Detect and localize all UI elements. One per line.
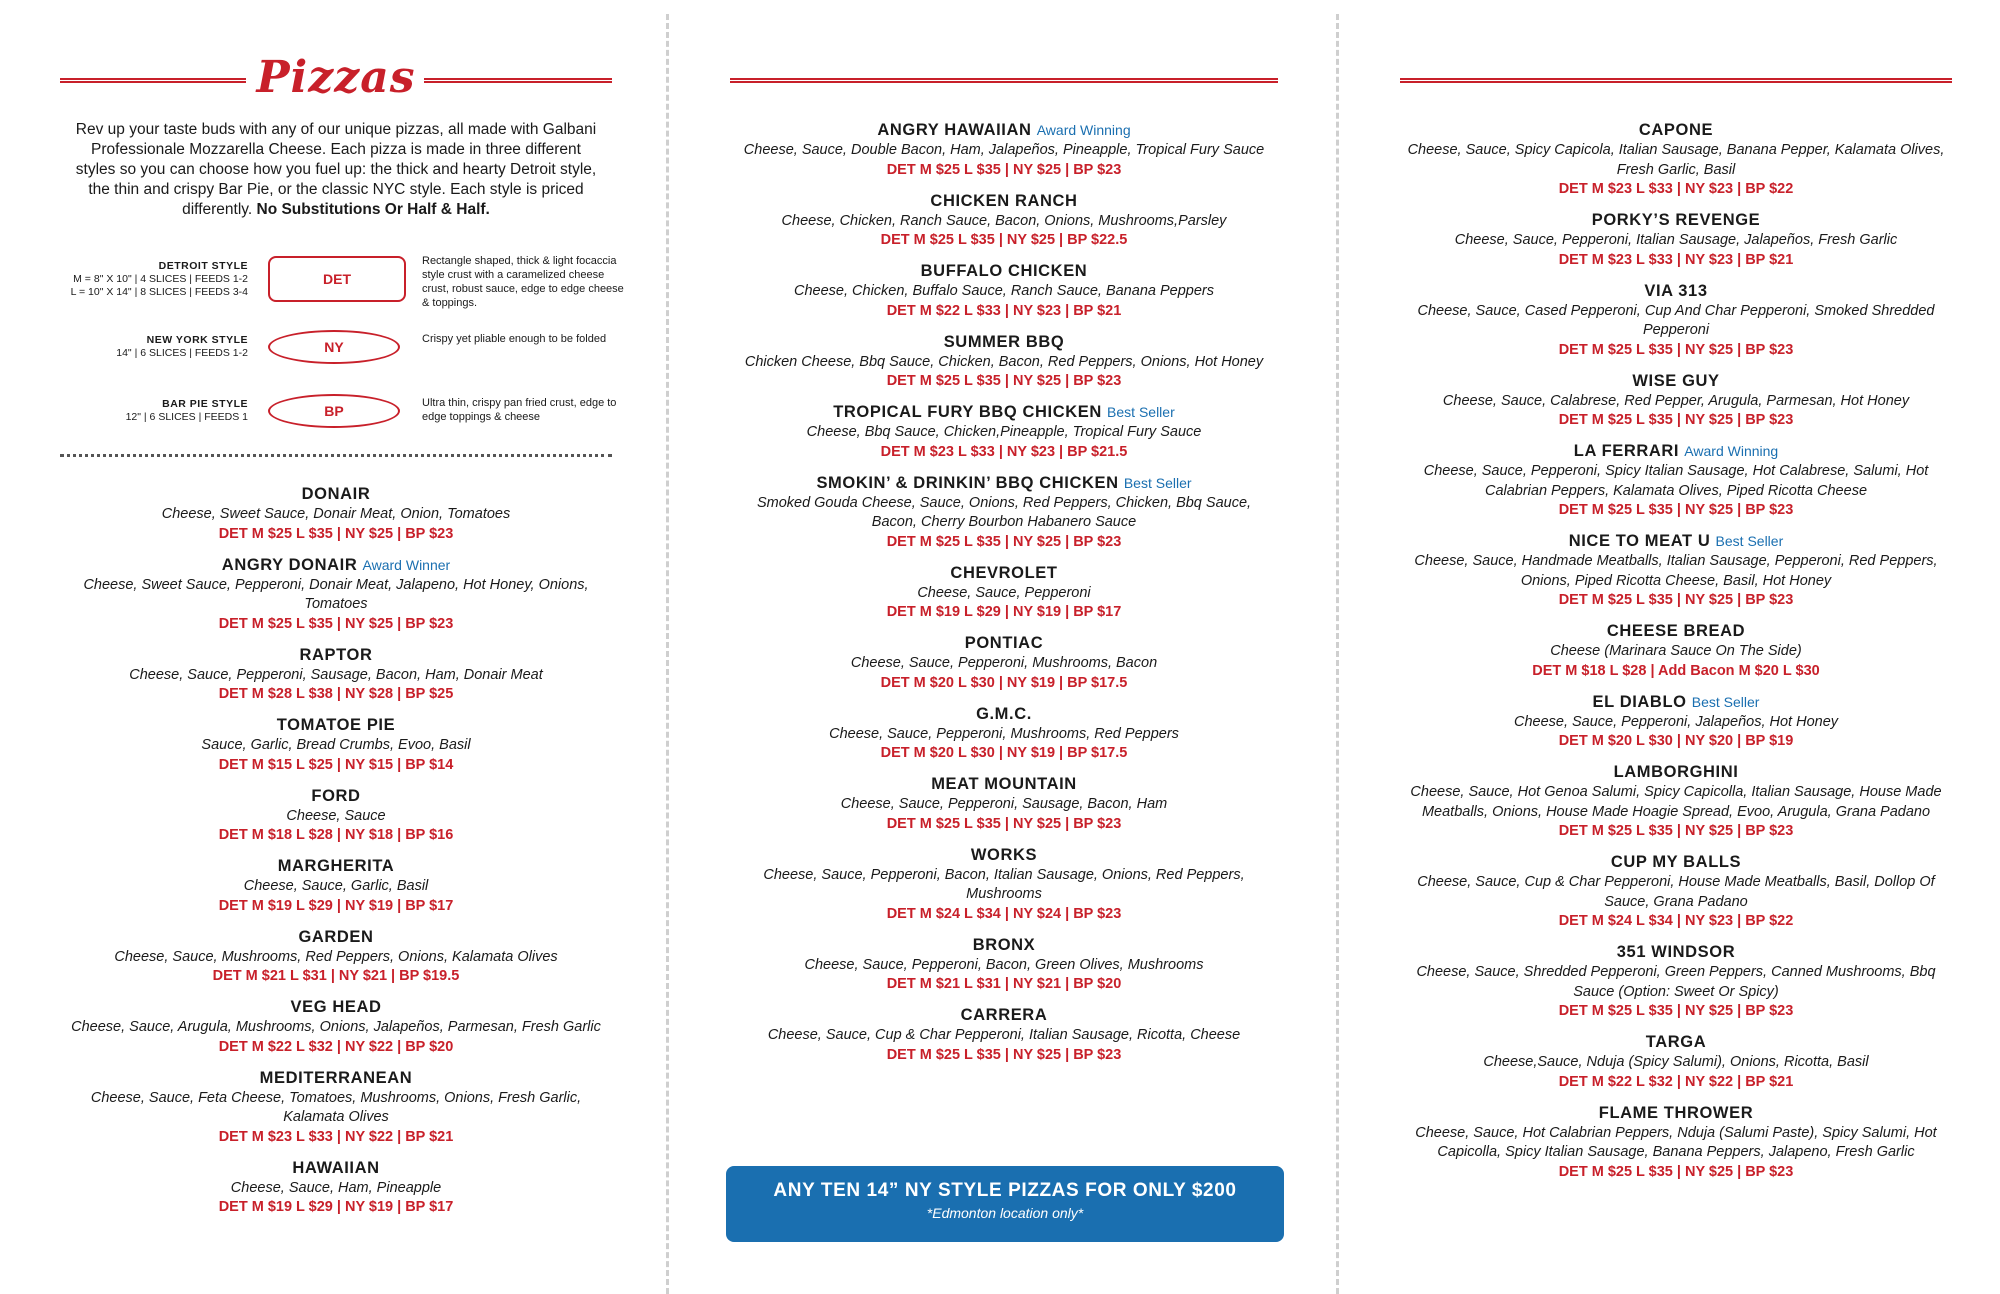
menu-item-price: DET M $25 L $35 | NY $25 | BP $23 [1558, 592, 1794, 608]
menu-item-name [60, 645, 612, 666]
menu-item-price: DET M $25 L $35 | NY $25 | BP $23 [886, 161, 1122, 178]
menu-item-name [60, 997, 612, 1018]
menu-item-price: DET M $18 L $28 | NY $18 | BP $16 [218, 827, 454, 843]
header-rule-middle [730, 78, 1278, 83]
menu-item-price: DET M $25 L $35 | NY $25 | BP $23 [1558, 341, 1794, 358]
menu-item-badge: Best Seller [1123, 474, 1192, 491]
menu-item-ingredients: Sauce, Garlic, Bread Crumbs, Evoo, Basil [201, 737, 471, 753]
menu-item-price: DET M $25 L $35 | NY $25 | BP $23 [886, 533, 1122, 550]
menu-item-name [730, 120, 1278, 141]
menu-item-ingredients: Cheese, Sauce, Pepperoni, Mushrooms, Bacon [850, 655, 1158, 671]
detroit-pan-icon: DET [268, 256, 406, 302]
menu-item-name [730, 704, 1278, 725]
menu-item-title: CAPONE [1638, 121, 1714, 139]
menu-item-title: FLAME THROWER [1598, 1103, 1754, 1122]
menu-item-name [60, 1158, 612, 1179]
menu-item [60, 1158, 612, 1218]
style-newyork-label: NEW YORK STYLE 14" | 6 SLICES | FEEDS 1-2 [116, 334, 248, 359]
menu-item-ingredients: Cheese, Chicken, Buffalo Sauce, Ranch Sauce, Banana Peppers [794, 283, 1214, 299]
menu-item-ingredients: Cheese, Sweet Sauce, Donair Meat, Onion, Tomatoes [161, 506, 511, 522]
menu-item-title: MEDITERRANEAN [259, 1068, 413, 1087]
menu-item-name [60, 555, 612, 576]
menu-item-ingredients: Chicken Cheese, Bbq Sauce, Chicken, Bacon, Red Peppers, Onions, Hot Honey [744, 353, 1264, 370]
menu-item-name [1400, 210, 1952, 231]
menu-item [60, 856, 612, 916]
menu-item-ingredients: Cheese, Sauce, Pepperoni, Jalapeños, Hot Honey [1513, 713, 1839, 730]
menu-item [730, 633, 1278, 693]
menu-item [60, 645, 612, 705]
menu-item-price: DET M $22 L $33 | NY $23 | BP $21 [886, 302, 1122, 319]
menu-item-title: G.M.C. [976, 704, 1032, 723]
menu-item-ingredients: Cheese, Sauce, Feta Cheese, Tomatoes, Mushrooms, Onions, Fresh Garlic, Kalamata Olives [90, 1089, 582, 1125]
menu-item-price: DET M $23 L $33 | NY $23 | BP $21 [1558, 251, 1794, 268]
style-detroit-desc: Rectangle shaped, thick & light focaccia style crust with a caramelized cheese crust, robust sauce, edge to edge cheese & toppings. [422, 255, 624, 309]
menu-item-name [1400, 441, 1952, 462]
style-barpie-label: BAR PIE STYLE 12" | 6 SLICES | FEEDS 1 [125, 398, 248, 423]
menu-item-name [1400, 531, 1952, 552]
menu-item [1400, 281, 1952, 360]
menu-list-left [60, 484, 612, 1228]
menu-item [60, 484, 612, 544]
menu-item-title: GARDEN [298, 927, 374, 946]
style-detroit-label: DETROIT STYLE M = 8" X 10" | 4 SLICES | FEEDS 1-2 L = 10" X 14" | 8 SLICES | FEEDS 3-4 [70, 260, 248, 298]
menu-item-title: PONTIAC [964, 634, 1044, 652]
menu-item-ingredients: Cheese, Sauce, Shredded Pepperoni, Green Peppers, Canned Mushrooms, Bbq Sauce (Option: Sweet Or Spicy) [1416, 964, 1936, 1000]
menu-item-title: FORD [311, 786, 361, 805]
menu-item-name [1400, 762, 1952, 783]
menu-item [730, 704, 1278, 764]
menu-item-ingredients: Cheese, Sauce, Pepperoni, Bacon, Italian Sausage, Onions, Red Peppers, Mushrooms [763, 866, 1245, 902]
menu-item-ingredients: Cheese, Sauce, Cup & Char Pepperoni, Italian Sausage, Ricotta, Cheese [767, 1027, 1241, 1043]
menu-item-title: LA FERRARI [1573, 442, 1680, 460]
menu-item-badge: Award Winner [362, 556, 451, 573]
menu-item-price: DET M $25 L $35 | NY $25 | BP $22.5 [880, 232, 1128, 248]
newyork-pie-icon: NY [268, 330, 400, 364]
page-title: Pizzas [256, 52, 416, 103]
menu-item-title: CHEESE BREAD [1606, 622, 1746, 640]
menu-item-price: DET M $23 L $33 | NY $23 | BP $22 [1558, 181, 1794, 197]
menu-item [730, 191, 1278, 251]
menu-item-ingredients: Cheese, Chicken, Ranch Sauce, Bacon, Onions, Mushrooms,Parsley [781, 212, 1227, 229]
menu-item-price: DET M $18 L $28 | Add Bacon M $20 L $30 [1532, 662, 1820, 679]
menu-item-name [1400, 120, 1952, 141]
menu-item-title: CHEVROLET [950, 563, 1058, 582]
barpie-pan-icon: BP [268, 394, 400, 428]
menu-item-title: CUP MY BALLS [1610, 853, 1742, 871]
header-rule-right [1400, 78, 1952, 83]
menu-item-name [60, 927, 612, 948]
menu-item-title: MARGHERITA [277, 857, 395, 875]
menu-item-title: SUMMER BBQ [943, 332, 1065, 351]
intro-text [70, 120, 602, 220]
menu-item-ingredients: Cheese, Sauce, Pepperoni, Bacon, Green Olives, Mushrooms [804, 956, 1204, 973]
menu-item-title: CHICKEN RANCH [930, 191, 1078, 210]
menu-item-title: TARGA [1645, 1033, 1707, 1051]
menu-item-price: DET M $25 L $35 | NY $25 | BP $23 [886, 373, 1122, 389]
menu-item-ingredients: Cheese, Bbq Sauce, Chicken,Pineapple, Tropical Fury Sauce [806, 424, 1202, 440]
menu-item-name [1400, 942, 1952, 963]
menu-item-title: PORKY’S REVENGE [1591, 211, 1761, 229]
menu-item-name [730, 332, 1278, 353]
menu-item-name [60, 786, 612, 807]
menu-item-ingredients: Cheese, Sauce [286, 807, 386, 824]
menu-item-badge: Award Winning [1036, 122, 1131, 138]
menu-item-title: HAWAIIAN [292, 1158, 380, 1177]
menu-item-price: DET M $19 L $29 | NY $19 | BP $17 [218, 1199, 454, 1215]
menu-item [1400, 371, 1952, 431]
menu-item-title: MEAT MOUNTAIN [931, 775, 1077, 793]
menu-item-ingredients: Cheese, Sweet Sauce, Pepperoni, Donair Meat, Jalapeno, Hot Honey, Onions, Tomatoes [83, 576, 589, 612]
style-barpie-desc: Ultra thin, crispy pan fried crust, edge to edge toppings & cheese [422, 397, 617, 423]
menu-item-ingredients: Cheese, Sauce, Pepperoni, Italian Sausage, Jalapeños, Fresh Garlic [1454, 232, 1898, 248]
menu-item-badge: Best Seller [1107, 404, 1175, 420]
menu-item-ingredients: Cheese, Sauce, Cased Pepperoni, Cup And Char Pepperoni, Smoked Shredded Pepperoni [1417, 302, 1935, 338]
menu-item [1400, 852, 1952, 931]
menu-item-price: DET M $22 L $32 | NY $22 | BP $21 [1558, 1073, 1794, 1090]
menu-item-ingredients: Cheese, Sauce, Pepperoni, Mushrooms, Red Peppers [829, 725, 1179, 742]
menu-item [730, 774, 1278, 834]
menu-item-badge: Best Seller [1691, 693, 1760, 710]
menu-item-price: DET M $23 L $33 | NY $23 | BP $21.5 [880, 443, 1128, 460]
menu-item [60, 997, 612, 1057]
menu-item [60, 715, 612, 775]
menu-item-price: DET M $20 L $30 | NY $19 | BP $17.5 [880, 674, 1128, 691]
menu-item-title: VIA 313 [1644, 281, 1708, 300]
menu-item-price: DET M $25 L $35 | NY $25 | BP $23 [1558, 1163, 1794, 1180]
menu-item-name [730, 473, 1278, 494]
menu-item-name [730, 845, 1278, 866]
menu-item-ingredients: Cheese, Sauce, Calabrese, Red Pepper, Arugula, Parmesan, Hot Honey [1442, 392, 1910, 409]
menu-item-title: 351 WINDSOR [1616, 943, 1736, 961]
menu-item-ingredients: Cheese, Sauce, Double Bacon, Ham, Jalapeños, Pineapple, Tropical Fury Sauce [743, 142, 1265, 158]
menu-item-badge: Award Winning [1684, 443, 1779, 459]
menu-list-middle [730, 120, 1278, 1076]
menu-item-name [60, 856, 612, 877]
menu-item-name [60, 484, 612, 505]
menu-item-title: LAMBORGHINI [1613, 763, 1739, 781]
menu-item [730, 120, 1278, 180]
menu-item-price: DET M $23 L $33 | NY $22 | BP $21 [218, 1128, 454, 1145]
column-middle [730, 0, 1278, 1294]
menu-item [1400, 120, 1952, 199]
style-newyork-desc: Crispy yet pliable enough to be folded [422, 333, 607, 345]
menu-item-name [1400, 692, 1952, 713]
menu-item-price: DET M $20 L $30 | NY $19 | BP $17.5 [880, 745, 1128, 761]
menu-item-price: DET M $25 L $35 | NY $25 | BP $23 [218, 525, 454, 542]
menu-item-name [730, 1005, 1278, 1026]
style-detroit [60, 254, 624, 314]
style-barpie [60, 394, 620, 454]
menu-item [730, 402, 1278, 462]
column-right [1400, 0, 1952, 1294]
menu-item [1400, 1032, 1952, 1092]
dotted-divider [60, 454, 612, 457]
menu-item [730, 935, 1278, 995]
menu-item-title: WISE GUY [1632, 371, 1720, 390]
menu-item-title: DONAIR [301, 485, 371, 503]
menu-item-name [730, 563, 1278, 584]
menu-item-name [1400, 371, 1952, 392]
menu-item-name [730, 191, 1278, 212]
menu-item-title: CARRERA [960, 1006, 1048, 1024]
menu-item-title: ANGRY DONAIR [221, 555, 358, 574]
menu-item-ingredients: Cheese,Sauce, Nduja (Spicy Salumi), Onions, Ricotta, Basil [1483, 1054, 1869, 1070]
menu-item-price: DET M $15 L $25 | NY $15 | BP $14 [218, 756, 454, 773]
menu-item-ingredients: Cheese, Sauce, Ham, Pineapple [230, 1179, 442, 1196]
menu-item-price: DET M $22 L $32 | NY $22 | BP $20 [218, 1038, 454, 1055]
menu-item-name [1400, 281, 1952, 302]
menu-item-title: VEG HEAD [290, 998, 382, 1016]
promo-banner-title: ANY TEN 14” NY STYLE PIZZAS FOR ONLY $200 [773, 1180, 1237, 1201]
menu-item [1400, 1103, 1952, 1182]
menu-item-ingredients: Smoked Gouda Cheese, Sauce, Onions, Red Peppers, Chicken, Bbq Sauce, Bacon, Cherry Bourbon Habanero Sauce [756, 494, 1252, 530]
menu-item [730, 1005, 1278, 1065]
menu-item-title: BRONX [972, 935, 1036, 954]
menu-item [730, 332, 1278, 392]
menu-item-title: TROPICAL FURY BBQ CHICKEN [833, 403, 1102, 421]
menu-item-price: DET M $25 L $35 | NY $25 | BP $23 [218, 615, 454, 632]
menu-item-price: DET M $25 L $35 | NY $25 | BP $23 [886, 815, 1122, 832]
menu-item-title: BUFFALO CHICKEN [920, 262, 1088, 280]
menu-item-price: DET M $25 L $35 | NY $25 | BP $23 [1558, 1003, 1794, 1019]
menu-item-ingredients: Cheese, Sauce, Handmade Meatballs, Italian Sausage, Pepperoni, Red Peppers, Onions, Piped Ricotta Cheese, Basil, Hot Honey [1414, 553, 1938, 589]
menu-item-ingredients: Cheese (Marinara Sauce On The Side) [1550, 643, 1802, 659]
menu-item [60, 555, 612, 634]
menu-item [60, 1068, 612, 1147]
menu-item [1400, 210, 1952, 270]
menu-item [1400, 942, 1952, 1021]
menu-item-name [60, 715, 612, 736]
menu-item [730, 261, 1278, 321]
menu-item-name [1400, 1032, 1952, 1053]
menu-item-price: DET M $25 L $35 | NY $25 | BP $23 [886, 1046, 1122, 1063]
menu-item-price: DET M $21 L $31 | NY $21 | BP $20 [886, 976, 1122, 992]
column-left [60, 0, 624, 1294]
menu-item [730, 563, 1278, 623]
menu-item-ingredients: Cheese, Sauce, Spicy Capicola, Italian Sausage, Banana Pepper, Kalamata Olives, Fresh Garlic, Basil [1407, 142, 1945, 178]
menu-item [1400, 531, 1952, 610]
menu-item-title: EL DIABLO [1592, 692, 1687, 711]
menu-item [1400, 441, 1952, 520]
menu-item-ingredients: Cheese, Sauce, Pepperoni, Spicy Italian Sausage, Hot Calabrese, Salumi, Hot Calabrian Peppers, Kalamata Olives, Piped Ricotta Cheese [1423, 463, 1929, 499]
column-divider-right [1336, 14, 1339, 1294]
menu-item-name [60, 1068, 612, 1089]
menu-item-ingredients: Cheese, Sauce, Arugula, Mushrooms, Onions, Jalapeños, Parmesan, Fresh Garlic [71, 1019, 601, 1035]
promo-banner [726, 1166, 1284, 1242]
menu-item-price: DET M $20 L $30 | NY $20 | BP $19 [1558, 733, 1794, 749]
menu-item-price: DET M $25 L $35 | NY $25 | BP $23 [1558, 823, 1794, 839]
menu-item-price: DET M $19 L $29 | NY $19 | BP $17 [886, 604, 1122, 620]
intro-no-substitutions: No Substitutions Or Half & Half. [256, 201, 490, 218]
menu-item-title: WORKS [970, 845, 1038, 864]
promo-banner-note: *Edmonton location only* [926, 1205, 1084, 1221]
menu-item-badge: Best Seller [1715, 533, 1784, 549]
menu-item-price: DET M $24 L $34 | NY $23 | BP $22 [1558, 913, 1794, 929]
menu-item-price: DET M $25 L $35 | NY $25 | BP $23 [1558, 412, 1794, 428]
menu-item-ingredients: Cheese, Sauce, Pepperoni, Sausage, Bacon, Ham, Donair Meat [129, 666, 543, 683]
menu-item-ingredients: Cheese, Sauce, Pepperoni [917, 584, 1091, 601]
menu-item-ingredients: Cheese, Sauce, Garlic, Basil [243, 878, 429, 894]
menu-item-name [730, 774, 1278, 795]
menu-item-name [1400, 621, 1952, 642]
menu-item-name [1400, 852, 1952, 873]
menu-item [730, 845, 1278, 924]
intro-body: Rev up your taste buds with any of our unique pizzas, all made with Galbani Professionale Mozzarella Cheese. Each pizza is made in three different styles so you can choose how you fuel up: the thick and hearty Detroit style, the thin and crispy Bar Pie, or the classic NYC style. Each style is priced differently. [75, 121, 597, 218]
menu-item-title: TOMATOE PIE [276, 716, 396, 734]
menu-item-price: DET M $21 L $31 | NY $21 | BP $19.5 [212, 968, 460, 984]
menu-item-ingredients: Cheese, Sauce, Cup & Char Pepperoni, House Made Meatballs, Basil, Dollop Of Sauce, Grana Padano [1417, 874, 1935, 910]
menu-item-name [730, 261, 1278, 282]
menu-item-price: DET M $19 L $29 | NY $19 | BP $17 [218, 897, 454, 914]
menu-item [60, 786, 612, 846]
menu-item-price: DET M $24 L $34 | NY $24 | BP $23 [886, 905, 1122, 922]
menu-item-name [730, 935, 1278, 956]
menu-item-title: SMOKIN’ & DRINKIN’ BBQ CHICKEN [816, 473, 1119, 492]
menu-item-name [730, 633, 1278, 654]
menu-item [1400, 621, 1952, 681]
menu-item-ingredients: Cheese, Sauce, Hot Calabrian Peppers, Nduja (Salumi Paste), Spicy Salumi, Hot Capicolla, Spicy Italian Sausage, Banana Peppers, Jalapeno, Fresh Garlic [1415, 1124, 1937, 1160]
style-newyork [60, 330, 620, 390]
menu-item-name [1400, 1103, 1952, 1124]
menu-item-title: NICE TO MEAT U [1568, 532, 1711, 550]
menu-item-ingredients: Cheese, Sauce, Mushrooms, Red Peppers, Onions, Kalamata Olives [114, 948, 558, 965]
menu-item [60, 927, 612, 987]
menu-list-right [1400, 120, 1952, 1193]
menu-item-ingredients: Cheese, Sauce, Hot Genoa Salumi, Spicy Capicolla, Italian Sausage, House Made Meatballs, Onions, House Made Hoagie Spread, Evoo, Arugula, Grana Padano [1410, 784, 1942, 820]
menu-item-price: DET M $28 L $38 | NY $28 | BP $25 [218, 686, 454, 702]
menu-item-title: ANGRY HAWAIIAN [877, 121, 1032, 139]
menu-item [1400, 692, 1952, 752]
column-divider-left [666, 14, 669, 1294]
menu-item-ingredients: Cheese, Sauce, Pepperoni, Sausage, Bacon, Ham [840, 796, 1168, 812]
menu-item [1400, 762, 1952, 841]
menu-item-title: RAPTOR [299, 645, 373, 664]
menu-item-price: DET M $25 L $35 | NY $25 | BP $23 [1558, 502, 1794, 518]
menu-item-name [730, 402, 1278, 423]
menu-item [730, 473, 1278, 552]
